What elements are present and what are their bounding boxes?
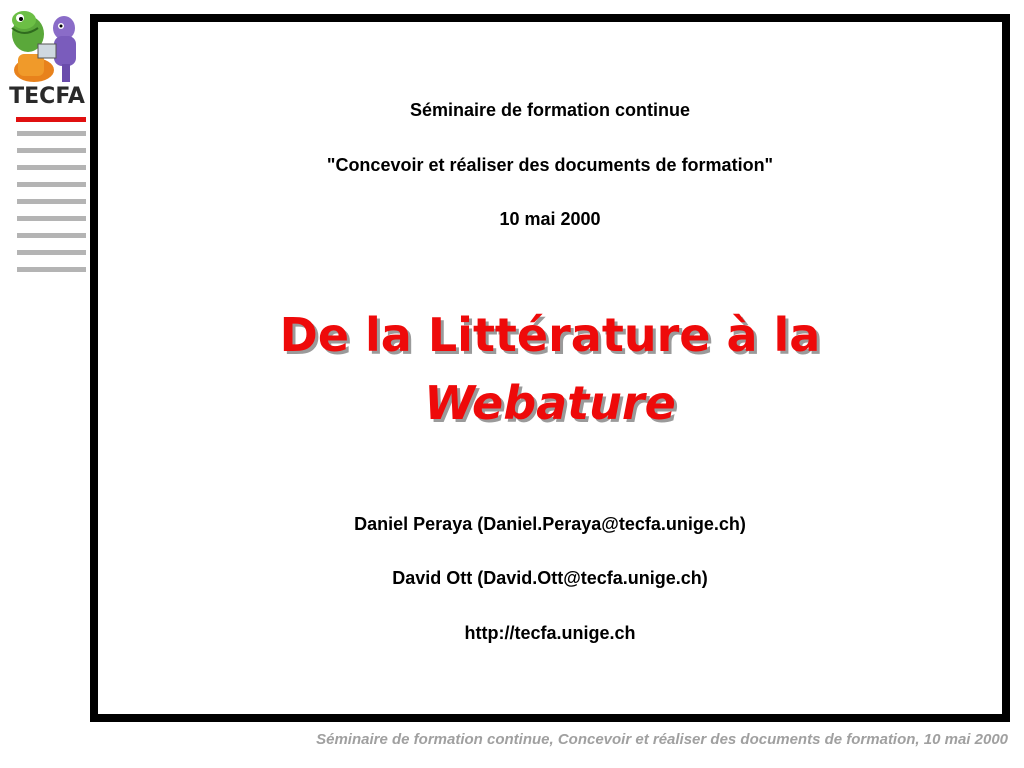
stripe [17, 182, 86, 187]
stripe [17, 250, 86, 255]
stripe [17, 131, 86, 136]
stripe [17, 148, 86, 153]
seminar-date: 10 mai 2000 [499, 209, 601, 229]
stripe [17, 165, 86, 170]
stripe [17, 267, 86, 272]
slide-title-line1: De la Littérature à la [279, 308, 821, 362]
tecfa-mascot-icon [4, 4, 88, 88]
logo-red-bar [16, 117, 86, 122]
seminar-heading: Séminaire de formation continue [409, 100, 691, 120]
stripe [17, 199, 86, 204]
author-ott: David Ott (David.Ott@tecfa.unige.ch) [392, 568, 708, 588]
stripe [17, 233, 86, 238]
seminar-course-title: "Concevoir et réaliser des documents de formation" [326, 155, 774, 175]
slide-footer: Séminaire de formation continue, Concevoir et réaliser des documents de formation, 10 mai 2000 [316, 731, 1008, 748]
author-peraya: Daniel Peraya (Daniel.Peraya@tecfa.unige.ch) [354, 514, 746, 534]
stripe [17, 216, 86, 221]
decorative-stripes [17, 131, 86, 284]
slide-frame [90, 14, 1010, 722]
slide-title-line2: Webature [424, 376, 676, 430]
tecfa-logo-text: TECFA [9, 84, 85, 109]
website-url: http://tecfa.unige.ch [464, 623, 636, 643]
